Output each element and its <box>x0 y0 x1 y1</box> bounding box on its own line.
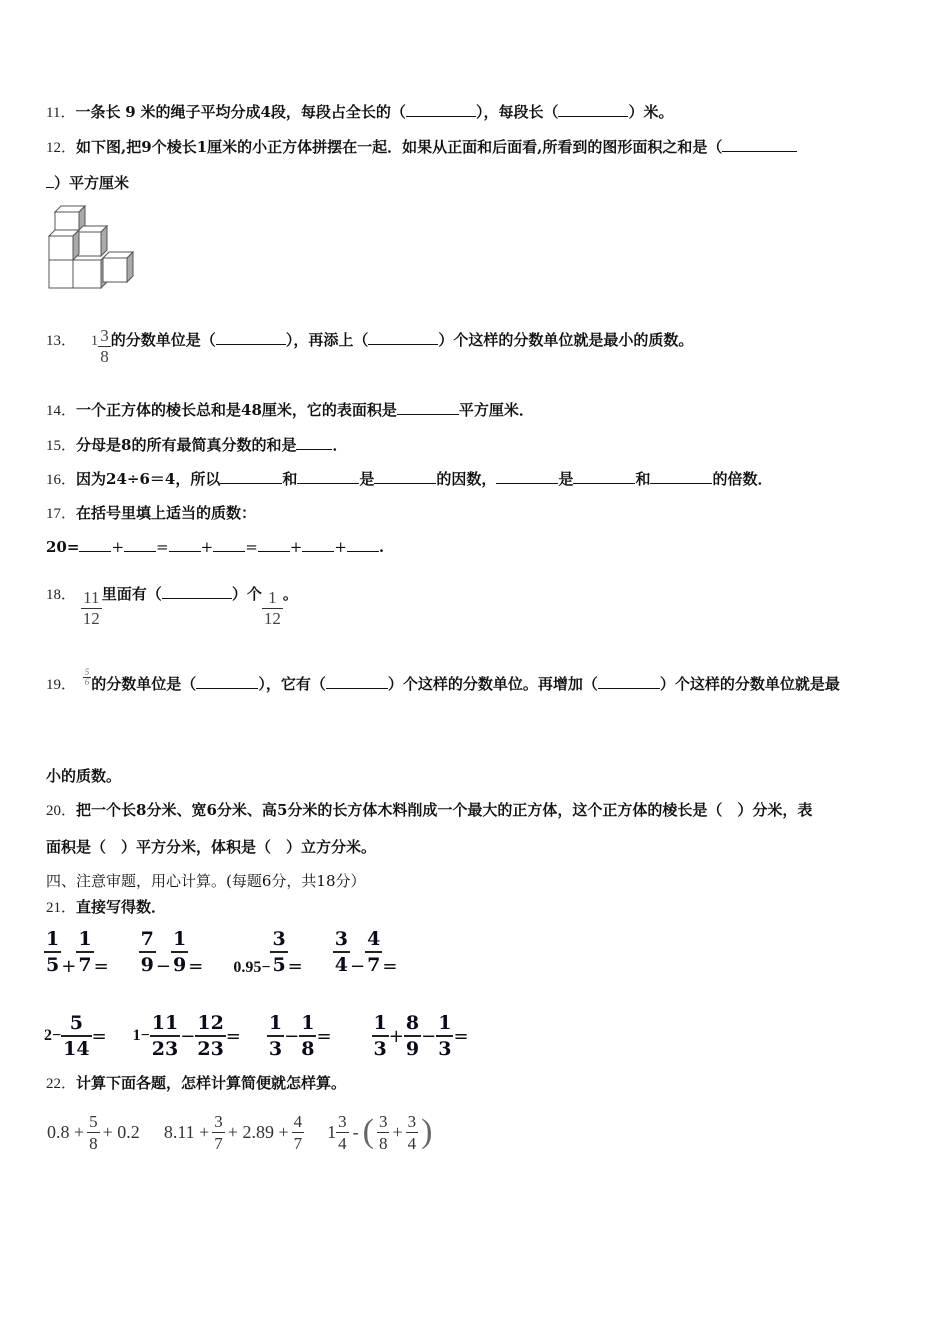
answer-blank[interactable] <box>397 400 459 415</box>
answer-blank[interactable] <box>650 469 712 484</box>
calc-item: 2− $\frac{5}{14}$ = <box>44 1012 107 1060</box>
question-12: 12．如下图,把9个棱长1厘米的小正方体拼摆在一起．如果从正面和后面看,所看到的图形面积之和是（ <box>46 137 797 158</box>
fraction: $\frac{1}{12}$ <box>263 588 281 628</box>
expression-2: 8.11 + $\frac{3}{7}$ + 2.89 + $\frac{4}{7}$ <box>163 1111 303 1153</box>
answer-blank[interactable] <box>196 674 258 689</box>
question-16: 16．因为24÷6＝4，所以 和 是 的因数， 是 和 的倍数． <box>46 470 773 488</box>
mixed-fraction: 1 $\frac{3}{8}$ <box>90 326 109 366</box>
answer-blank[interactable] <box>558 102 628 117</box>
calc-item: 1− $\frac{11}{23}$ − $\frac{12}{23}$ = <box>132 1012 241 1060</box>
question-17: 17．在括号里填上适当的质数： <box>46 504 257 522</box>
question-number: 19． <box>46 677 77 693</box>
answer-blank[interactable] <box>46 173 54 188</box>
calc-item: $\frac{3}{4}$ − $\frac{4}{7}$ = <box>334 928 398 977</box>
answer-blank[interactable] <box>258 537 290 552</box>
calc-item: $\frac{1}{5}$ + $\frac{1}{7}$ = <box>46 928 109 977</box>
section-heading: 四、注意审题，用心计算。(每题6分，共18分） <box>46 872 366 890</box>
answer-blank[interactable] <box>496 469 558 484</box>
answer-blank[interactable] <box>598 674 660 689</box>
calc-row-1 <box>44 924 397 980</box>
question-12-cont: ）平方厘米 <box>46 173 129 193</box>
question-13: 13． 1 $\frac{3}{8}$ 的分数单位是（ ），再添上（ ）个这样的分数单位就是最小的质数。 <box>46 326 694 366</box>
expression-3: 1 $\frac{3}{4}$ - ( $\frac{3}{8}$ + $\frac{3}{4}$ ) <box>327 1111 433 1153</box>
answer-blank[interactable] <box>213 537 245 552</box>
answer-blank[interactable] <box>374 469 436 484</box>
answer-blank[interactable] <box>302 537 334 552</box>
question-number: 11． <box>46 105 76 121</box>
question-number: 21． <box>46 900 77 916</box>
answer-blank[interactable] <box>297 469 359 484</box>
answer-blank[interactable] <box>79 537 111 552</box>
answer-blank[interactable] <box>124 537 156 552</box>
question-15: 15．分母是8的所有最简真分数的和是 ． <box>46 436 348 454</box>
question-21: 21．直接写得数． <box>46 898 167 916</box>
answer-blank[interactable] <box>216 330 286 345</box>
question-20-cont: 面积是（ ）平方分米，体积是（ ）立方分米。 <box>46 838 377 856</box>
calc-row-2 <box>44 1008 469 1064</box>
answer-blank[interactable] <box>573 469 635 484</box>
question-number: 12． <box>46 140 77 156</box>
answer-blank[interactable] <box>722 137 797 152</box>
answer-blank[interactable] <box>347 537 379 552</box>
cube-stack-figure <box>47 204 137 292</box>
fraction: $\frac{11}{12}$ <box>82 588 100 628</box>
question-number: 17． <box>46 506 77 522</box>
calc-item: $\frac{7}{9}$ − $\frac{1}{9}$ = <box>140 928 204 977</box>
expression-1: 0.8 + $\frac{5}{8}$ + 0.2 <box>47 1111 140 1153</box>
calc-item: 0.95− $\frac{3}{5}$ = <box>233 928 303 977</box>
question-19-cont: 小的质数。 <box>46 767 122 785</box>
question-number: 14． <box>46 403 77 419</box>
question-17-equation: 20= + = + = + + . <box>46 538 385 556</box>
question-20: 20．把一个长8分米、宽6分米、高5分米的长方体木料削成一个最大的正方体，这个正方体的棱长是（ ）分米，表 <box>46 801 813 819</box>
calc-item: $\frac{1}{3}$ + $\frac{8}{9}$ − $\frac{1}{3}$ = <box>373 1012 469 1060</box>
question-number: 13． <box>46 333 77 349</box>
question-number: 22． <box>46 1076 77 1092</box>
question-number: 20． <box>46 803 77 819</box>
answer-blank[interactable] <box>326 674 388 689</box>
question-19: 19． $\frac{5}{6}$ 的分数单位是（ ），它有（ ）个这样的分数单位。再增加（ ）个这样的分数单位就是最 <box>46 667 840 693</box>
answer-blank[interactable] <box>296 435 332 450</box>
question-11: 11．一条长 9 米的绳子平均分成4段，每段占全长的（ ），每段长（ ）米。 <box>46 103 674 121</box>
question-number: 15． <box>46 438 77 454</box>
question-18: 18． $\frac{11}{12}$ 里面有（ ）个 $\frac{1}{12}$ 。 <box>46 585 298 628</box>
question-22: 22．计算下面各题，怎样计算简便就怎样算。 <box>46 1074 347 1092</box>
question-14: 14．一个正方体的棱长总和是48厘米，它的表面积是 平方厘米． <box>46 401 534 419</box>
answer-blank[interactable] <box>368 330 438 345</box>
fraction: $\frac{5}{6}$ <box>84 667 90 687</box>
question-number: 18． <box>46 587 77 603</box>
question-number: 16． <box>46 472 77 488</box>
calc-item: $\frac{1}{3}$ − $\frac{1}{8}$ = <box>268 1012 332 1060</box>
answer-blank[interactable] <box>406 102 476 117</box>
answer-blank[interactable] <box>220 469 282 484</box>
calc-row-22 <box>47 1106 432 1158</box>
answer-blank[interactable] <box>162 584 232 599</box>
answer-blank[interactable] <box>169 537 201 552</box>
